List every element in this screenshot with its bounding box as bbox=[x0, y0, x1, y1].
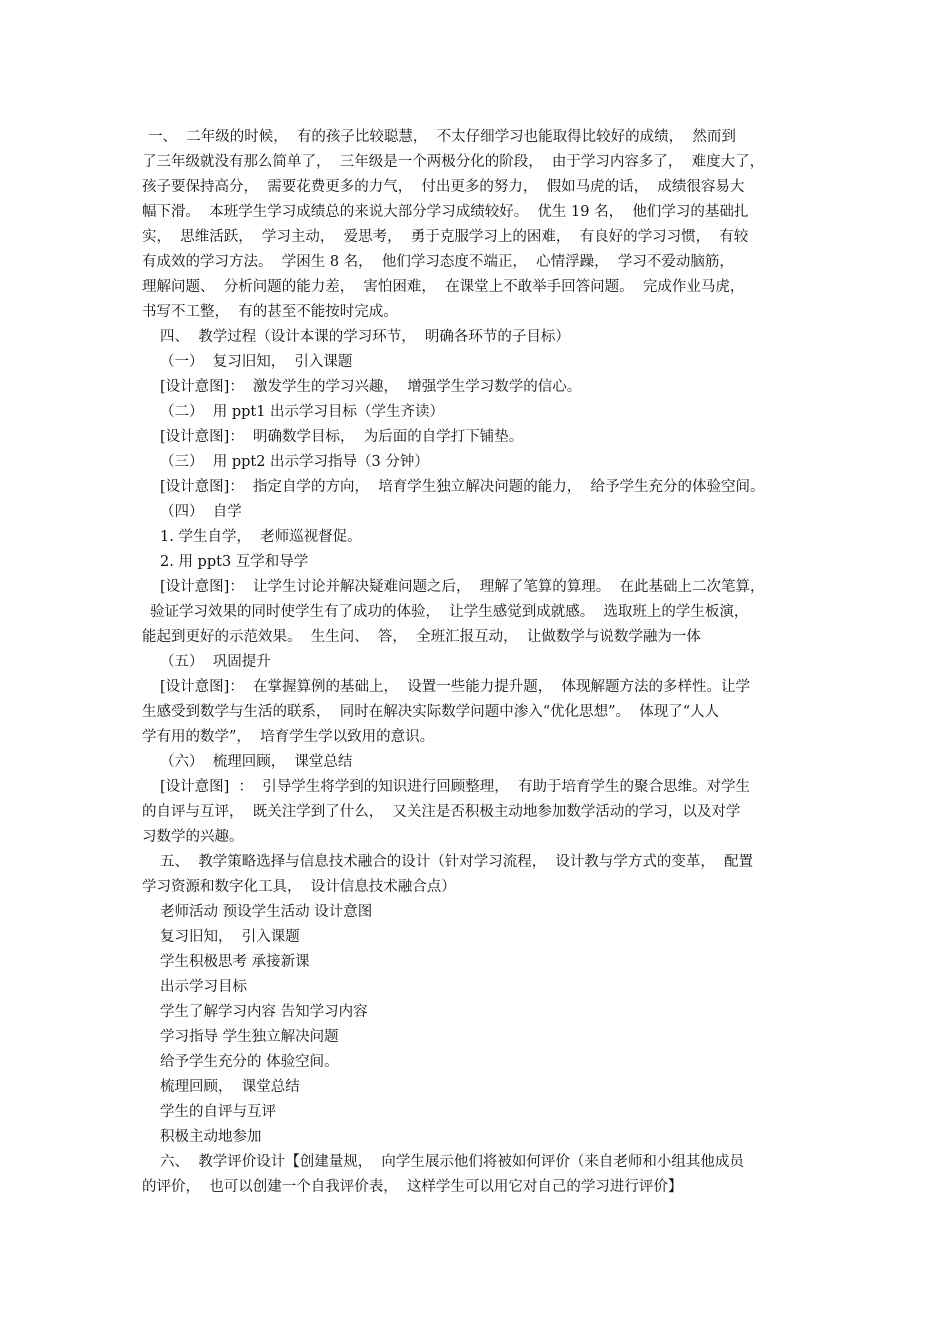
table-row: 老师活动 预设学生活动 设计意图 bbox=[160, 904, 373, 920]
text-line: 有成效的学习方法。 学困生 8 名， 他们学习态度不端正， 心情浮躁， 学习不爱动脑筋， bbox=[142, 254, 734, 270]
subsection-heading: （五） 巩固提升 bbox=[160, 654, 271, 670]
text-line: [设计意图]： 明确数学目标， 为后面的自学打下铺垫。 bbox=[160, 429, 524, 445]
text-line: 书写不工整， 有的甚至不能按时完成。 bbox=[142, 304, 398, 320]
text-line: 实， 思维活跃， 学习主动， 爱思考， 勇于克服学习上的困难， 有良好的学习习惯， 有较 bbox=[142, 229, 749, 245]
text-line: 能起到更好的示范效果。 生生问、 答， 全班汇报互动， 让做数学与说数学融为一体 bbox=[142, 629, 701, 645]
table-row: 学习指导 学生独立解决问题 bbox=[160, 1029, 339, 1045]
text-line: 幅下滑。 本班学生学习成绩总的来说大部分学习成绩较好。 优生 19 名， 他们学习的基础扎 bbox=[142, 204, 749, 220]
subsection-heading: （三） 用 ppt2 出示学习指导（3 分钟） bbox=[160, 454, 429, 470]
subsection-heading: （四） 自学 bbox=[160, 504, 242, 520]
table-row: 积极主动地参加 bbox=[160, 1129, 262, 1145]
table-row: 给予学生充分的 体验空间。 bbox=[160, 1054, 339, 1070]
text-line: 了三年级就没有那么简单了， 三年级是一个两极分化的阶段， 由于学习内容多了， 难度大了， bbox=[142, 154, 765, 170]
text-line: 理解问题、 分析问题的能力差， 害怕困难， 在课堂上不敢举手回答问题。 完成作业马虎， bbox=[142, 279, 745, 295]
table-row: 学生了解学习内容 告知学习内容 bbox=[160, 1004, 368, 1020]
subsection-heading: （二） 用 ppt1 出示学习目标（学生齐读） bbox=[160, 404, 445, 420]
list-item: 1. 学生自学， 老师巡视督促。 bbox=[160, 529, 362, 545]
text-line: 的自评与互评， 既关注学到了什么， 又关注是否积极主动地参加数学活动的学习，以及对学 bbox=[142, 804, 741, 820]
text-line: 习数学的兴趣。 bbox=[142, 829, 244, 845]
section-heading: 六、 教学评价设计【创建量规， 向学生展示他们将被如何评价（来自老师和小组其他成员 bbox=[160, 1154, 744, 1170]
text-line: 学有用的数学”， 培育学生学以致用的意识。 bbox=[142, 729, 435, 745]
table-row: 复习旧知， 引入课题 bbox=[160, 929, 300, 945]
table-row: 学生积极思考 承接新课 bbox=[160, 954, 310, 970]
list-item: 2. 用 ppt3 互学和导学 bbox=[160, 554, 309, 570]
table-row: 学生的自评与互评 bbox=[160, 1104, 276, 1120]
text-line: 的评价， 也可以创建一个自我评价表， 这样学生可以用它对自己的学习进行评价】 bbox=[142, 1179, 683, 1195]
text-line: [设计意图]： 让学生讨论并解决疑难问题之后， 理解了笔算的算理。 在此基础上二次笔算， bbox=[160, 579, 765, 595]
text-line: 学习资源和数字化工具， 设计信息技术融合点） bbox=[142, 879, 456, 895]
subsection-heading: （六） 梳理回顾， 课堂总结 bbox=[160, 754, 353, 770]
section-heading: 四、 教学过程（设计本课的学习环节， 明确各环节的子目标） bbox=[160, 329, 570, 345]
text-line: 验证学习效果的同时使学生有了成功的体验， 让学生感觉到成就感。 选取班上的学生板演， bbox=[150, 604, 749, 620]
text-line: [设计意图]： 指定自学的方向， 培育学生独立解决问题的能力， 给予学生充分的体验空间。 bbox=[160, 479, 765, 495]
table-row: 出示学习目标 bbox=[160, 979, 247, 995]
text-line: [设计意图]： 在掌握算例的基础上， 设置一些能力提升题， 体现解题方法的多样性。让学 bbox=[160, 679, 750, 695]
text-line: 孩子要保持高分， 需要花费更多的力气， 付出更多的努力， 假如马虎的话， 成绩很容易大 bbox=[142, 179, 745, 195]
subsection-heading: （一） 复习旧知， 引入课题 bbox=[160, 354, 353, 370]
table-row: 梳理回顾， 课堂总结 bbox=[160, 1079, 300, 1095]
text-line: [设计意图]： 激发学生的学习兴趣， 增强学生学习数学的信心。 bbox=[160, 379, 582, 395]
text-line: 一、 二年级的时候， 有的孩子比较聪慧， 不太仔细学习也能取得比较好的成绩， 然而到 bbox=[148, 129, 736, 145]
text-line: 生感受到数学与生活的联系， 同时在解决实际数学问题中渗入“优化思想”。 体现了“人人 bbox=[142, 704, 720, 720]
text-line: [设计意图] ： 引导学生将学到的知识进行回顾整理， 有助于培育学生的聚合思维。对学生 bbox=[160, 779, 750, 795]
section-heading: 五、 教学策略选择与信息技术融合的设计（针对学习流程， 设计教与学方式的变革， 配置 bbox=[160, 854, 754, 870]
